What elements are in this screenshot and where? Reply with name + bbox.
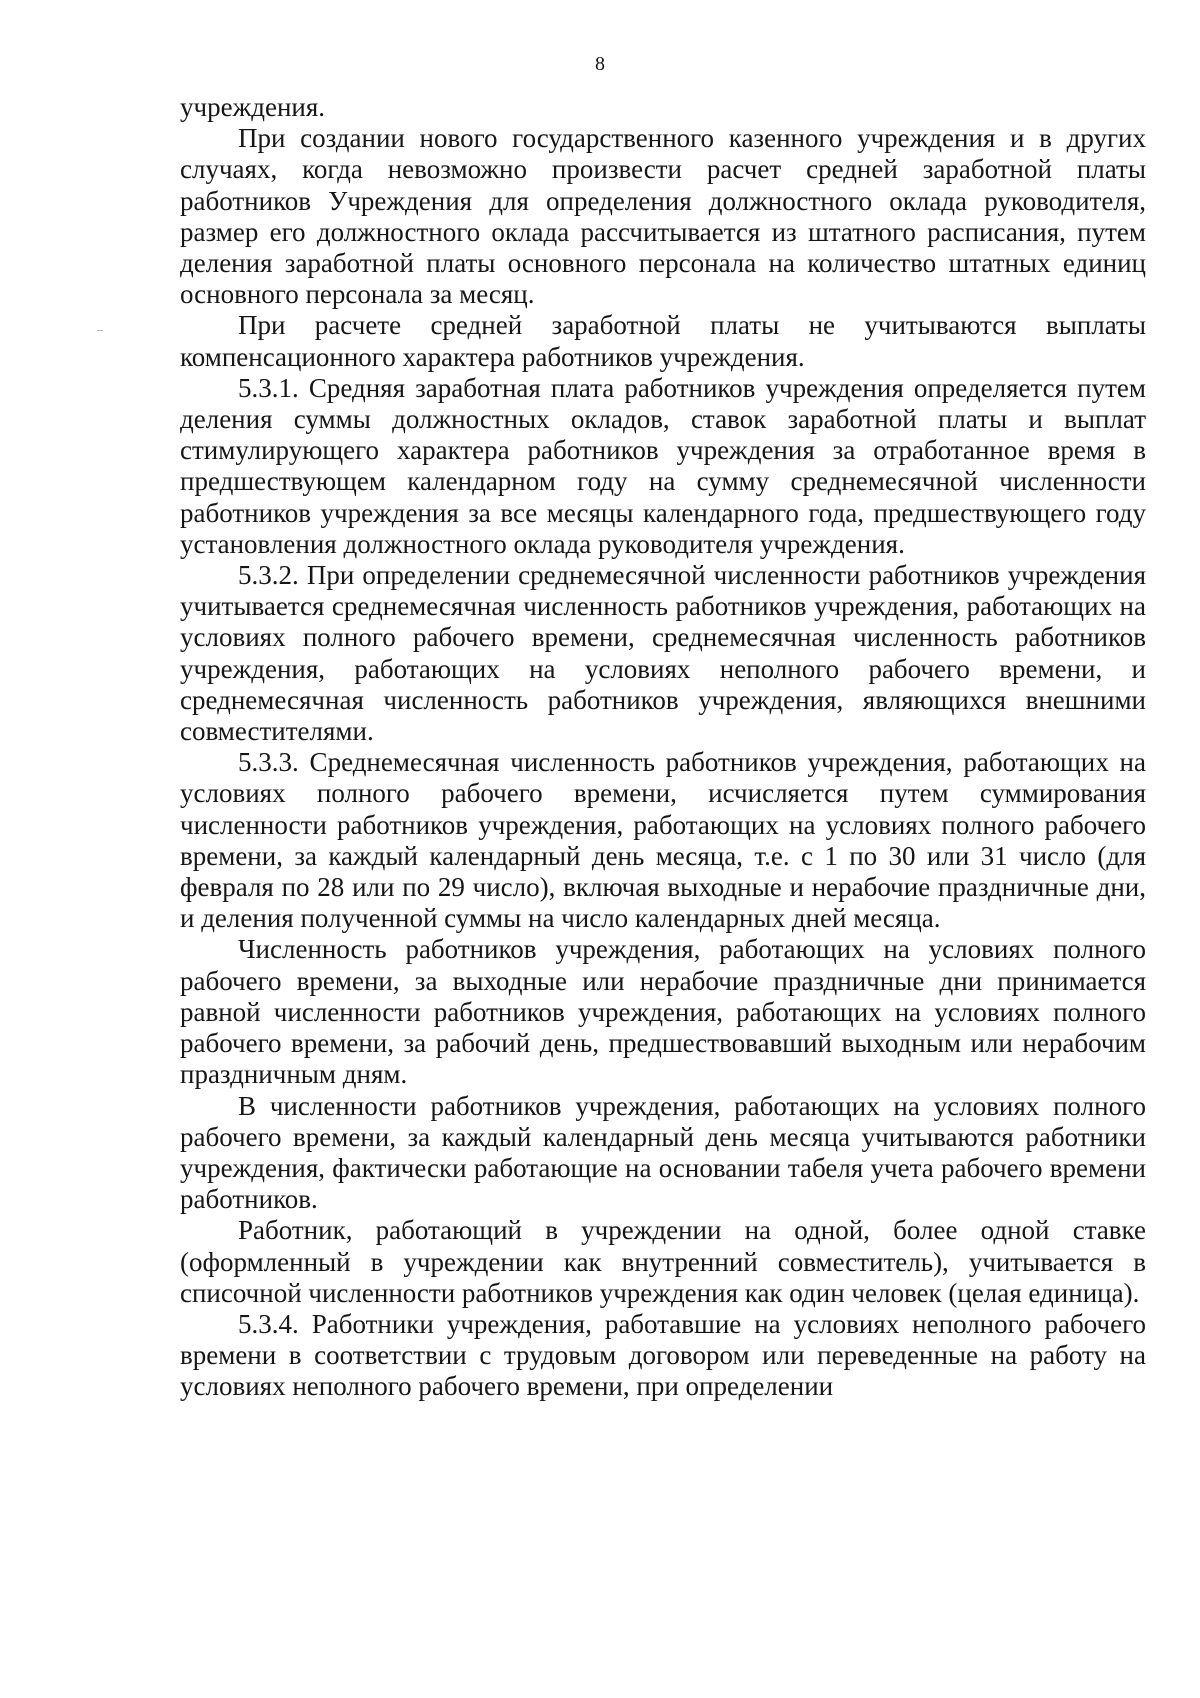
paragraph-daily-headcount: В численности работников учреждения, работающих на условиях полного рабочего времени, за каждый календарный день месяца учитываются работники учреждения, фактически работающие на основании табеля учета рабочего времени работников. xyxy=(180,1090,1146,1215)
page-number: 8 xyxy=(595,53,605,75)
margin-mark xyxy=(97,330,103,331)
paragraph-compensation-exclusion: При расчете средней заработной платы не учитываются выплаты компенсационного характера работников учреждения. xyxy=(180,310,1146,372)
document-body xyxy=(180,92,1146,1403)
paragraph-new-institution: При создании нового государственного казенного учреждения и в других случаях, когда невозможно произвести расчет средней заработной платы работников Учреждения для определения должностного оклада руководителя, размер его должностного оклада рассчитывается из штатного расписания, путем деления заработной платы основного персонала на количество штатных единиц основного персонала за месяц. xyxy=(180,123,1146,310)
clause-5-3-3: 5.3.3. Среднемесячная численность работников учреждения, работающих на условиях полного рабочего времени, исчисляется путем суммирования численности работников учреждения, работающих на условиях полного рабочего времени, за каждый календарный день месяца, т.е. с 1 по 30 или 31 число (для февраля по 28 или по 29 число), включая выходные и нерабочие праздничные дни, и деления полученной суммы на число календарных дней месяца. xyxy=(180,747,1146,934)
paragraph-weekend-headcount: Численность работников учреждения, работающих на условиях полного рабочего времени, за выходные или нерабочие праздничные дни принимается равной численности работников учреждения, работающих на условиях полного рабочего времени, за рабочий день, предшествовавший выходным или нерабочим праздничным дням. xyxy=(180,934,1146,1090)
paragraph-continuation: учреждения. xyxy=(180,92,326,122)
clause-5-3-4: 5.3.4. Работники учреждения, работавшие на условиях неполного рабочего времени в соответствии с трудовым договором или переведенные на работу на условиях неполного рабочего времени, при определении xyxy=(180,1308,1146,1402)
clause-5-3-2: 5.3.2. При определении среднемесячной численности работников учреждения учитывается среднемесячная численность работников учреждения, работающих на условиях полного рабочего времени, среднемесячная численность работников учреждения, работающих на условиях неполного рабочего времени, и среднемесячная численность работников учреждения, являющихся внешними совместителями. xyxy=(180,560,1146,747)
clause-5-3-1: 5.3.1. Средняя заработная плата работников учреждения определяется путем деления суммы должностных окладов, ставок заработной платы и выплат стимулирующего характера работников учреждения за отработанное время в предшествующем календарном году на сумму среднемесячной численности работников учреждения за все месяцы календарного года, предшествующего году установления должностного оклада руководителя учреждения. xyxy=(180,372,1146,559)
paragraph-one-person-rule: Работник, работающий в учреждении на одной, более одной ставке (оформленный в учреждении как внутренний совместитель), учитывается в списочной численности работников учреждения как один человек (целая единица). xyxy=(180,1215,1146,1308)
